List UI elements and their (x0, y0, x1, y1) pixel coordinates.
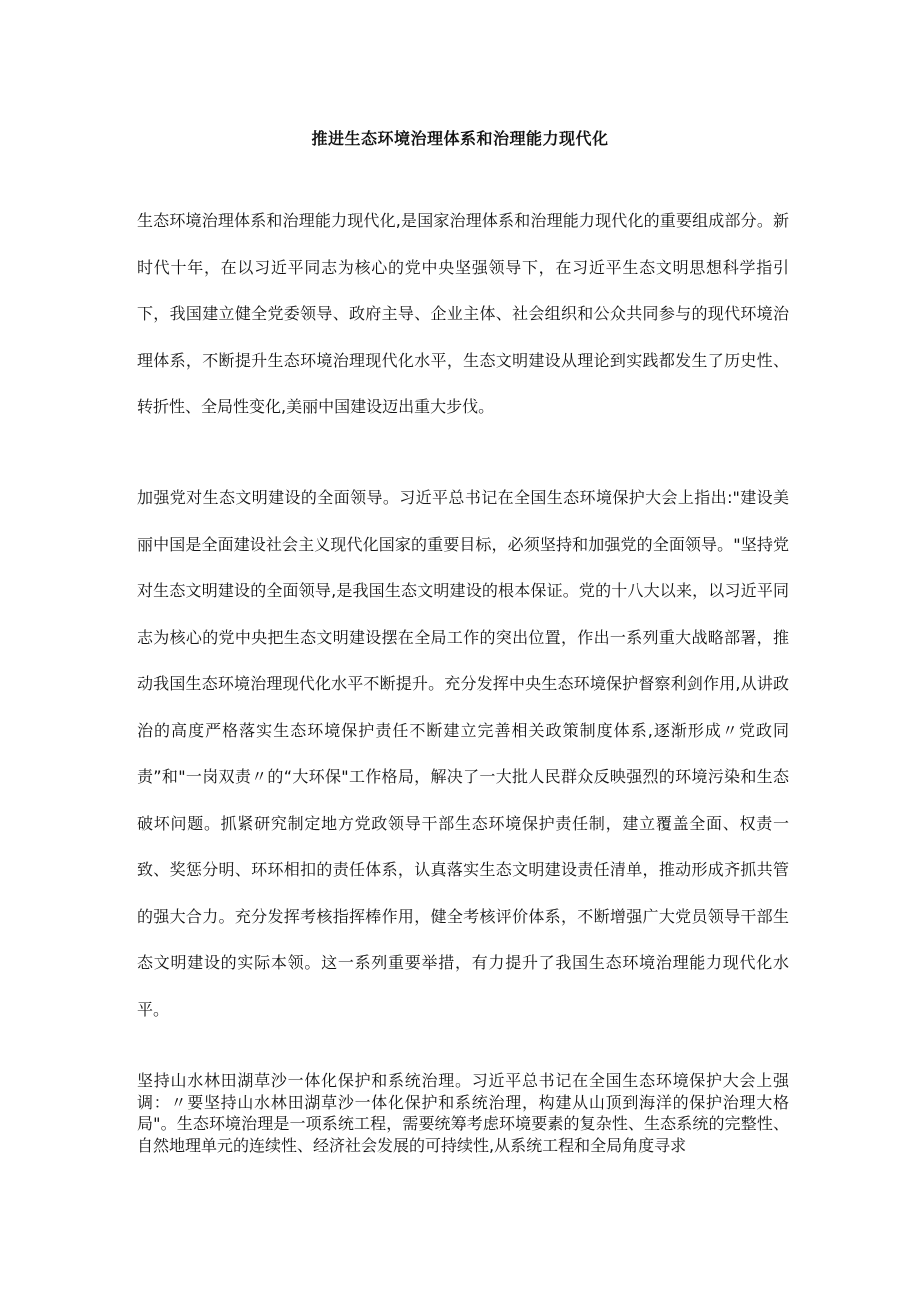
paragraph-2: 加强党对生态文明建设的全面领导。习近平总书记在全国生态环境保护大会上指出:"建设美丽中国是全面建设社会主义现代化国家的重要目标，必须坚持和加强党的全面领导。"坚持党对生态文明建设的全面领导,是我国生态文明建设的根本保证。党的十八大以来，以习近平同志为核心的党中央把生态文明建设摆在全局工作的突出位置，作出一系列重大战略部署，推动我国生态环境治理现代化水平不断提升。充分发挥中央生态环境保护督察利剑作用,从讲政治的高度严格落实生态环境保护责任不断建立完善相关政策制度体系,逐渐形成〃党政同责”和"一岗双责〃的“大环保"工作格局，解决了一大批人民群众反映强烈的环境污染和生态破坏问题。抓紧研究制定地方党政领导干部生态环境保护责任制，建立覆盖全面、权责一致、奖惩分明、环环相扣的责任体系，认真落实生态文明建设责任清单，推动形成齐抓共管的强大合力。充分发挥考核指挥棒作用，健全考核评价体系，不断增强广大党员领导干部生态文明建设的实际本领。这一系列重要举措，有力提升了我国生态环境治理能力现代化水平。 (137, 488, 789, 1019)
paragraph-1: 生态环境治理体系和治理能力现代化,是国家治理体系和治理能力现代化的重要组成部分。新时代十年，在以习近平同志为核心的党中央坚强领导下，在习近平生态文明思想科学指引下，我国建立健全党委领导、政府主导、企业主体、社会组织和公众共同参与的现代环境治理体系，不断提升生态环境治理现代化水平，生态文明建设从理论到实践都发生了历史性、转折性、全局性变化,美丽中国建设迈出重大步伐。 (137, 211, 789, 416)
paragraph-3: 坚持山水林田湖草沙一体化保护和系统治理。习近平总书记在全国生态环境保护大会上强调：〃要坚持山水林田湖草沙一体化保护和系统治理，构建从山顶到海洋的保护治理大格局"。生态环境治理是一项系统工程，需要统筹考虑环境要素的复杂性、生态系统的完整性、自然地理单元的连续性、经济社会发展的可持续性,从系统工程和全局角度寻求 (137, 1071, 789, 1155)
document-title: 推进生态环境治理体系和治理能力现代化 (311, 129, 609, 148)
